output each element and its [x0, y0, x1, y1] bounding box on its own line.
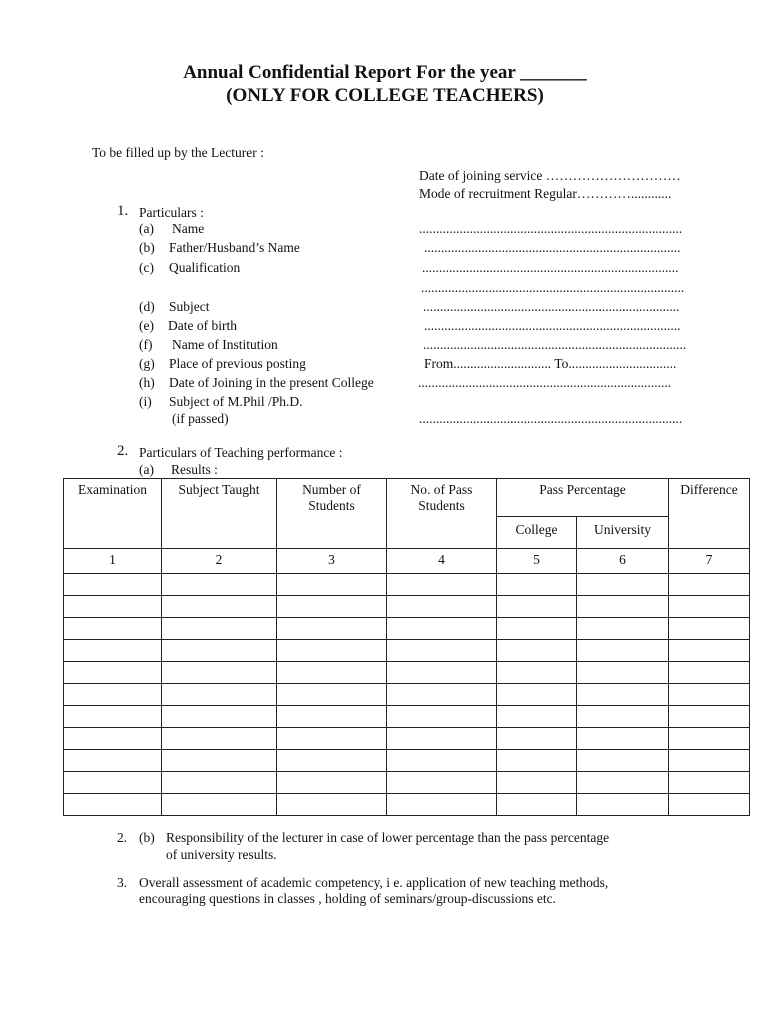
item-label-institution: Name of Institution — [172, 337, 278, 352]
table-row — [64, 706, 750, 728]
column-number: 5 — [497, 549, 577, 574]
section-3-text-cont: encouraging questions in classes , holding of seminars/group-discussions etc. — [139, 891, 556, 906]
section-3-number: 3. — [117, 875, 128, 890]
table-cell[interactable] — [162, 574, 277, 596]
subject-field[interactable]: ............................................................................ — [423, 299, 680, 314]
section-2-heading: Particulars of Teaching performance : — [139, 445, 343, 460]
page-subtitle: (ONLY FOR COLLEGE TEACHERS) — [226, 85, 544, 106]
table-cell[interactable] — [277, 574, 387, 596]
table-row — [64, 618, 750, 640]
table-cell[interactable] — [497, 640, 577, 662]
column-number: 7 — [669, 549, 750, 574]
item-label-qualification: Qualification — [169, 260, 241, 275]
table-cell[interactable] — [162, 706, 277, 728]
table-cell[interactable] — [64, 596, 162, 618]
table-row — [64, 662, 750, 684]
table-cell[interactable] — [669, 772, 750, 794]
table-cell[interactable] — [577, 618, 669, 640]
table-cell[interactable] — [577, 684, 669, 706]
item-letter: (h) — [139, 375, 155, 390]
section-2b-number: 2. — [117, 830, 128, 845]
table-cell[interactable] — [387, 662, 497, 684]
table-row — [64, 596, 750, 618]
institution-field[interactable]: .............................................................................. — [423, 337, 687, 352]
item-letter: (i) — [139, 394, 152, 409]
table-cell[interactable] — [162, 618, 277, 640]
column-number: 2 — [162, 549, 277, 574]
table-cell[interactable] — [162, 772, 277, 794]
header-subject-taught: Subject Taught — [162, 479, 277, 549]
table-cell[interactable] — [277, 772, 387, 794]
header-examination: Examination — [64, 479, 162, 549]
item-letter: (g) — [139, 356, 155, 371]
section-2b-text-cont: of university results. — [166, 847, 277, 862]
table-cell[interactable] — [277, 596, 387, 618]
section-1-number: 1. — [117, 203, 129, 219]
dob-field[interactable]: ............................................................................ — [424, 318, 681, 333]
item-label-mphil: Subject of M.Phil /Ph.D. — [169, 394, 303, 409]
table-cell[interactable] — [162, 728, 277, 750]
table-row — [64, 772, 750, 794]
table-cell[interactable] — [497, 706, 577, 728]
table-cell[interactable] — [577, 728, 669, 750]
table-cell[interactable] — [669, 706, 750, 728]
header-pass-percentage: Pass Percentage — [497, 479, 669, 517]
header-college: College — [497, 517, 577, 549]
column-number-row — [64, 549, 750, 574]
item-label-subject: Subject — [169, 299, 210, 314]
table-cell[interactable] — [387, 772, 497, 794]
item-letter: (b) — [139, 240, 155, 255]
table-cell[interactable] — [64, 640, 162, 662]
table-cell[interactable] — [277, 662, 387, 684]
item-letter: (e) — [139, 318, 154, 333]
table-row — [64, 728, 750, 750]
item-letter: (a) — [139, 221, 154, 236]
item-letter: (f) — [139, 337, 153, 352]
table-cell[interactable] — [497, 574, 577, 596]
table-cell[interactable] — [669, 684, 750, 706]
item-label-joining-present: Date of Joining in the present College — [169, 375, 374, 390]
table-cell[interactable] — [387, 750, 497, 772]
table-cell[interactable] — [497, 772, 577, 794]
section-2b-letter: (b) — [139, 830, 155, 845]
recruitment-mode-field[interactable]: Mode of recruitment Regular…………............ — [419, 186, 672, 201]
table-cell[interactable] — [387, 684, 497, 706]
item-label-name: Name — [172, 221, 205, 236]
table-row — [64, 640, 750, 662]
section-2b-text: Responsibility of the lecturer in case of lower percentage than the pass percentage — [166, 830, 610, 845]
table-cell[interactable] — [64, 706, 162, 728]
table-row — [64, 574, 750, 596]
section-1-heading: Particulars : — [139, 205, 204, 220]
table-cell[interactable] — [577, 794, 669, 816]
item-letter: (c) — [139, 260, 154, 275]
qualification-field[interactable]: ............................................................................ — [422, 260, 679, 275]
item-letter: (d) — [139, 299, 155, 314]
table-cell[interactable] — [277, 794, 387, 816]
table-cell[interactable] — [497, 596, 577, 618]
table-cell[interactable] — [497, 728, 577, 750]
table-row — [64, 684, 750, 706]
table-cell[interactable] — [387, 574, 497, 596]
section-2-sub-letter: (a) — [139, 462, 154, 477]
section-3-text: Overall assessment of academic competency, i e. application of new teaching methods, — [139, 875, 609, 890]
previous-posting-field[interactable]: From............................. To................................ — [424, 356, 677, 371]
table-cell[interactable] — [162, 794, 277, 816]
table-cell[interactable] — [497, 618, 577, 640]
results-table — [63, 478, 750, 816]
table-cell[interactable] — [577, 772, 669, 794]
table-cell[interactable] — [387, 640, 497, 662]
table-cell[interactable] — [669, 728, 750, 750]
table-cell[interactable] — [577, 574, 669, 596]
item-label-father-husband: Father/Husband’s Name — [169, 240, 300, 255]
item-label-mphil-note: (if passed) — [172, 411, 229, 426]
table-cell[interactable] — [669, 618, 750, 640]
table-cell[interactable] — [669, 640, 750, 662]
table-cell[interactable] — [64, 618, 162, 640]
column-number: 1 — [64, 549, 162, 574]
header-difference: Difference — [669, 479, 750, 549]
table-cell[interactable] — [497, 684, 577, 706]
table-cell[interactable] — [669, 662, 750, 684]
table-cell[interactable] — [577, 596, 669, 618]
father-husband-field[interactable]: ............................................................................ — [424, 240, 681, 255]
joining-present-field[interactable]: ........................................................................... — [418, 375, 672, 390]
table-cell[interactable] — [577, 640, 669, 662]
table-cell[interactable] — [387, 706, 497, 728]
table-cell[interactable] — [64, 794, 162, 816]
table-cell[interactable] — [669, 750, 750, 772]
name-field[interactable]: .............................................................................. — [419, 221, 683, 236]
table-cell[interactable] — [64, 662, 162, 684]
table-cell[interactable] — [162, 596, 277, 618]
table-cell[interactable] — [277, 728, 387, 750]
table-row — [64, 794, 750, 816]
table-cell[interactable] — [64, 684, 162, 706]
table-cell[interactable] — [497, 750, 577, 772]
table-row — [64, 750, 750, 772]
table-cell[interactable] — [277, 618, 387, 640]
table-cell[interactable] — [64, 574, 162, 596]
qualification-field-extra[interactable]: .............................................................................. — [421, 280, 685, 295]
page-title: Annual Confidential Report For the year _______ — [183, 62, 587, 83]
table-cell[interactable] — [162, 662, 277, 684]
header-university: University — [577, 517, 669, 549]
header-pass-students: No. of Pass Students — [387, 479, 497, 549]
section-2-sub-label: Results : — [171, 462, 218, 477]
table-cell[interactable] — [277, 684, 387, 706]
table-cell[interactable] — [577, 662, 669, 684]
column-number: 4 — [387, 549, 497, 574]
table-cell[interactable] — [497, 662, 577, 684]
table-cell[interactable] — [387, 794, 497, 816]
section-2-number: 2. — [117, 443, 129, 459]
joining-service-field[interactable]: Date of joining service ………………………… — [419, 168, 681, 183]
item-label-previous-posting: Place of previous posting — [169, 356, 306, 371]
item-label-dob: Date of birth — [168, 318, 237, 333]
column-number: 3 — [277, 549, 387, 574]
table-cell[interactable] — [669, 794, 750, 816]
table-cell[interactable] — [387, 728, 497, 750]
table-cell[interactable] — [387, 596, 497, 618]
header-number-of-students: Number of Students — [277, 479, 387, 549]
table-cell[interactable] — [387, 618, 497, 640]
table-cell[interactable] — [277, 706, 387, 728]
table-cell[interactable] — [277, 640, 387, 662]
table-cell[interactable] — [669, 574, 750, 596]
table-cell[interactable] — [162, 750, 277, 772]
table-cell[interactable] — [162, 684, 277, 706]
table-cell[interactable] — [162, 640, 277, 662]
table-cell[interactable] — [64, 750, 162, 772]
table-cell[interactable] — [669, 596, 750, 618]
table-cell[interactable] — [497, 794, 577, 816]
column-number: 6 — [577, 549, 669, 574]
table-cell[interactable] — [577, 750, 669, 772]
table-cell[interactable] — [577, 706, 669, 728]
table-cell[interactable] — [64, 728, 162, 750]
table-cell[interactable] — [64, 772, 162, 794]
mphil-field[interactable]: .............................................................................. — [419, 411, 683, 426]
table-cell[interactable] — [277, 750, 387, 772]
intro-text: To be filled up by the Lecturer : — [92, 145, 264, 160]
